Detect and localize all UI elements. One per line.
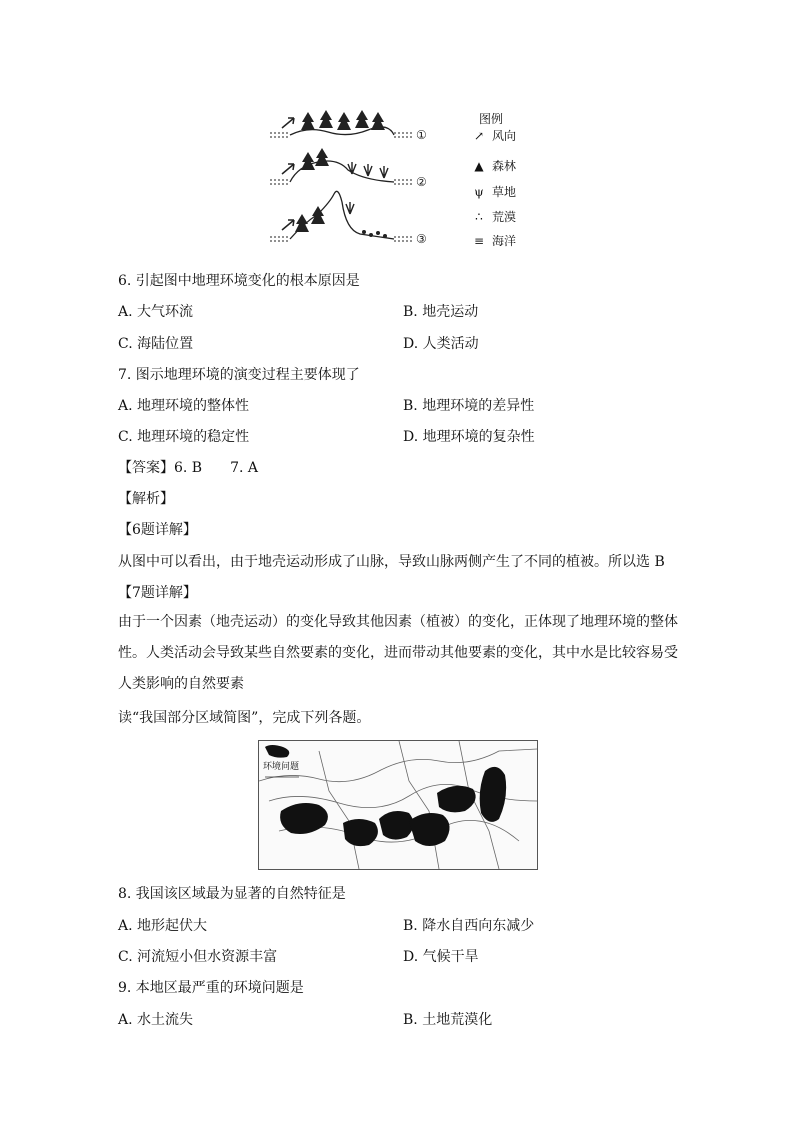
region-map-drawing [259,741,537,869]
legend-desert: ∴ 荒漠 [470,208,516,225]
map-legend-label: 环境问题 [263,759,299,772]
q6-option-b: B. 地壳运动 [403,304,479,320]
read-prompt: 读“我国部分区域简图”，完成下列各题。 [118,710,371,726]
q7-option-c: C. 地理环境的稳定性 [118,429,250,445]
stage-1-label: ① [416,128,427,142]
q9-stem: 9. 本地区最严重的环境问题是 [118,980,304,996]
q8-option-a: A. 地形起伏大 [118,918,208,934]
q7-detail: 由于一个因素（地壳运动）的变化导致其他因素（植被）的变化，正体现了地理环境的整体性。人类活动会导致某些自然要素的变化，进而带动其他要素的变化，其中水是比较容易受人类影响的自然要素 [118,614,678,692]
stage-2-label: ② [416,175,427,189]
q8-option-b: B. 降水自西向东减少 [403,918,535,934]
q8-option-c: C. 河流短小但水资源丰富 [118,949,278,965]
q6-detail: 从图中可以看出，由于地壳运动形成了山脉，导致山脉两侧产生了不同的植被。所以选 B [118,554,665,570]
legend-ocean: ≡ 海洋 [470,232,516,249]
stage-3-label: ③ [416,232,427,246]
legend-grass: ψ 草地 [470,183,516,200]
q6-detail-title: 【6题详解】 [118,522,197,538]
legend-forest: ▲ 森林 [470,157,516,174]
region-map [258,740,538,870]
q8-option-d: D. 气候干旱 [403,949,479,965]
q6-stem: 6. 引起图中地理环境变化的根本原因是 [118,273,360,289]
q8-stem: 8. 我国该区域最为显著的自然特征是 [118,886,346,902]
analysis-title: 【解析】 [118,491,174,507]
q6-option-d: D. 人类活动 [403,336,479,352]
legend-wind: ↗ 风向 [470,127,516,144]
legend-title: 图例 [479,112,504,126]
q7-option-a: A. 地理环境的整体性 [118,398,250,414]
q9-option-b: B. 土地荒漠化 [403,1012,493,1028]
wind-arrow-icon: ↗ [473,128,485,143]
q6-option-c: C. 海陆位置 [118,336,194,352]
desert-dots-icon: ∴ [475,209,483,224]
tree-icon: ▲ [474,158,484,173]
grass-icon: ψ [474,184,484,199]
q9-option-a: A. 水土流失 [118,1012,194,1028]
ocean-dashes-icon: ≡ [473,233,485,248]
q7-option-b: B. 地理环境的差异性 [403,398,535,414]
answer-line: 【答案】6. B 7. A [118,460,259,476]
q6-option-a: A. 大气环流 [118,304,194,320]
q7-detail-title: 【7题详解】 [118,585,197,601]
q7-stem: 7. 图示地理环境的演变过程主要体现了 [118,367,360,383]
q7-option-d: D. 地理环境的复杂性 [403,429,535,445]
